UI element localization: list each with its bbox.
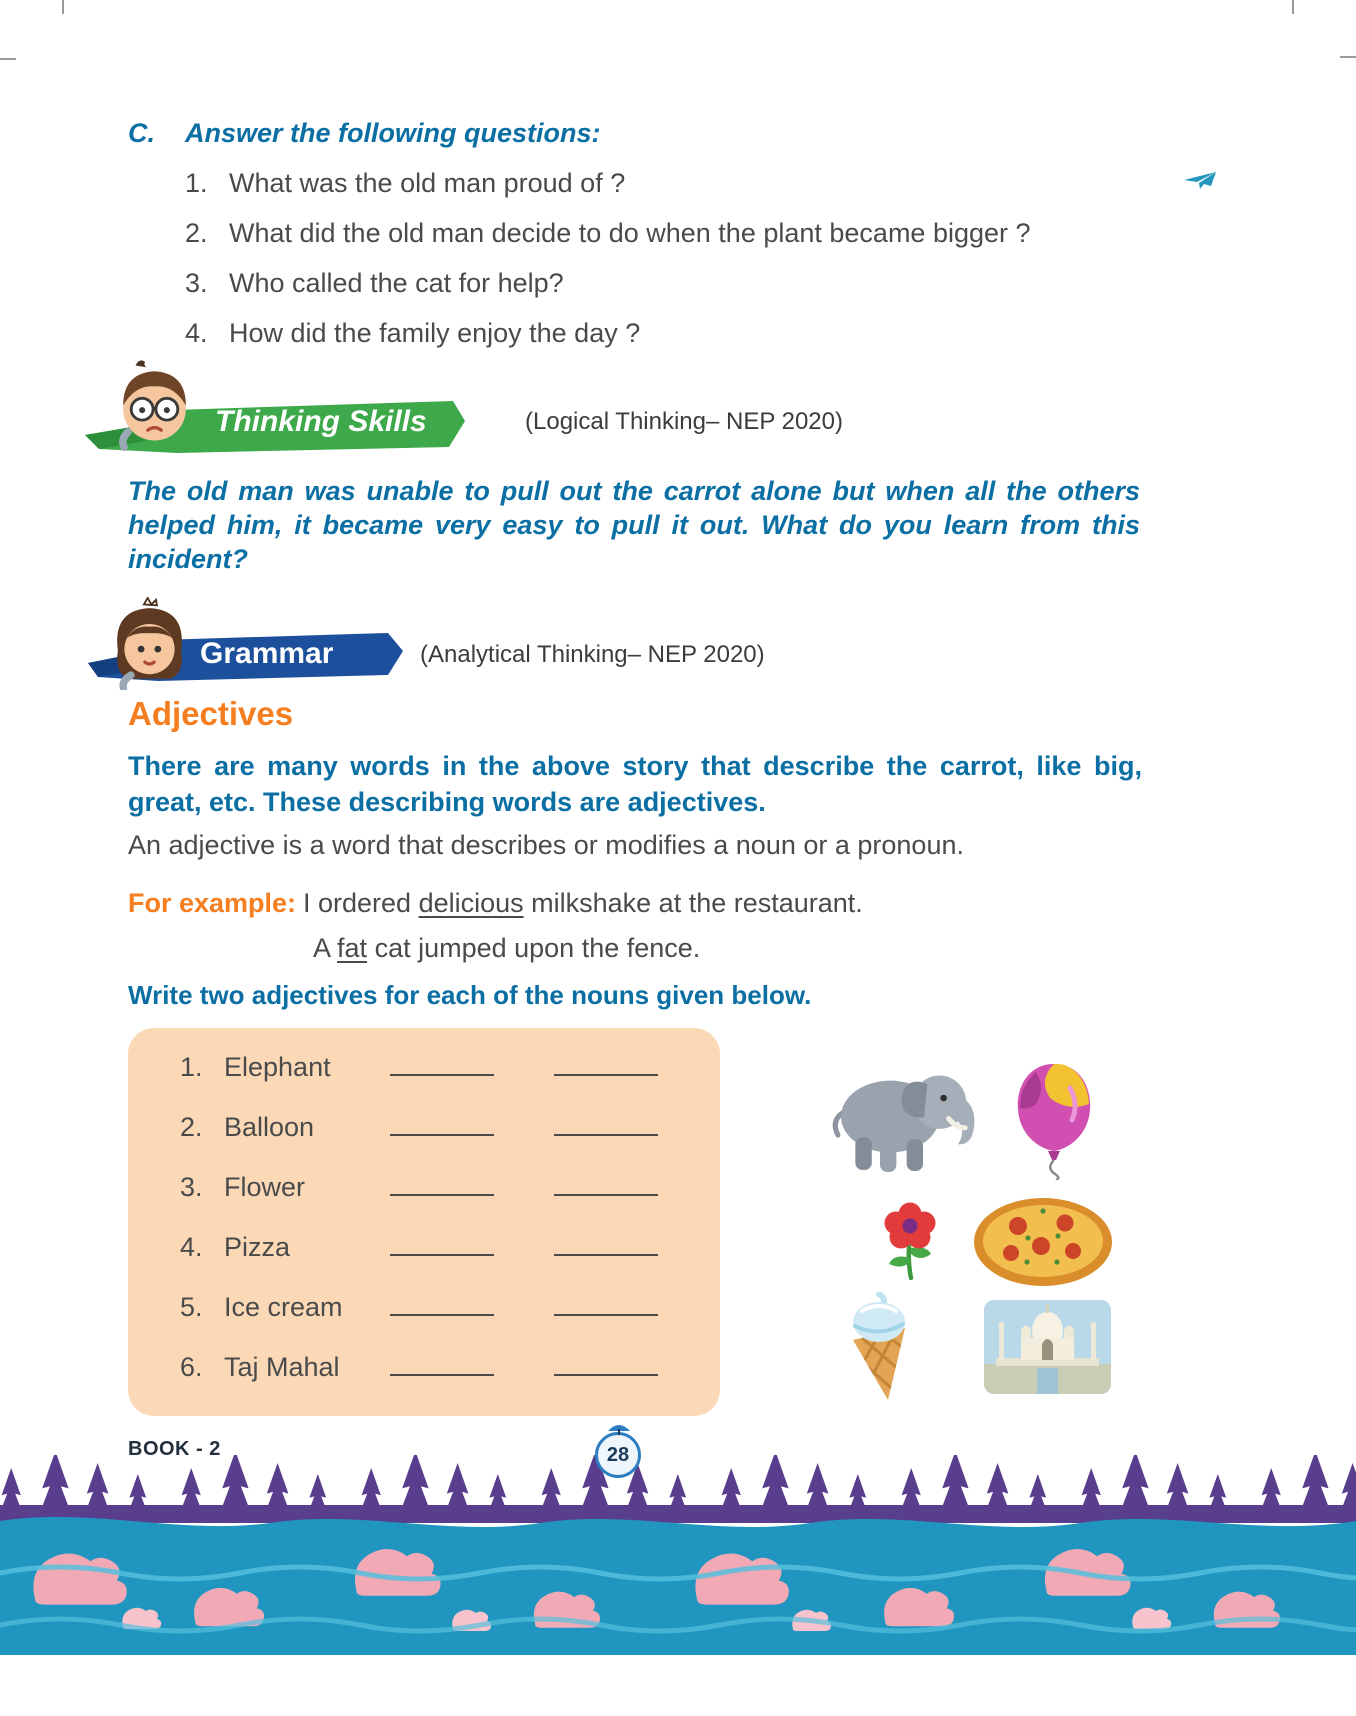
underlined-adjective: delicious: [418, 888, 524, 918]
crop-mark: [62, 0, 64, 14]
book-label: BOOK - 2: [128, 1438, 221, 1460]
badge-label: Thinking Skills: [215, 405, 427, 438]
exercise-box: [128, 1028, 720, 1416]
question-text: Who called the cat for help?: [229, 268, 564, 298]
example-sentence-1: I ordered delicious milkshake at the restaurant.: [303, 888, 863, 918]
question-number: 2.: [185, 218, 208, 248]
exercise-noun: Flower: [224, 1172, 306, 1202]
pizza-image: [972, 1196, 1114, 1288]
answer-blank-2: [554, 1172, 658, 1196]
thinking-skills-question: The old man was unable to pull out the carrot alone but when all the others helped him, it became very easy to pull it out. What do you learn from this incident?: [128, 476, 1140, 574]
exercise-number: 4.: [180, 1232, 203, 1262]
exercise-noun: Balloon: [224, 1112, 315, 1142]
answer-blank-2: [554, 1232, 658, 1256]
answer-blank-2: [554, 1352, 658, 1376]
exercise-row: [180, 1052, 720, 1112]
answer-blank-1: [390, 1352, 494, 1376]
adjectives-intro: There are many words in the above story that describe the carrot, like big, great, etc. These describing words are adjectives.: [128, 751, 1142, 817]
exercise-noun: Ice cream: [224, 1292, 343, 1322]
exercise-row: [180, 1232, 720, 1292]
crop-mark: [0, 58, 16, 60]
crop-mark: [1292, 0, 1294, 14]
exercise-number: 2.: [180, 1112, 203, 1142]
question-number: 3.: [185, 268, 208, 298]
question-row: [128, 168, 1158, 199]
answer-blank-1: [390, 1112, 494, 1136]
question-text: How did the family enjoy the day ?: [229, 318, 641, 348]
answer-blank-2: [554, 1052, 658, 1076]
flower-image: [874, 1196, 946, 1280]
section-title: Answer the following questions:: [185, 118, 601, 148]
nep-tag: (Analytical Thinking– NEP 2020): [420, 641, 765, 668]
balloon-image: [1006, 1058, 1102, 1180]
exercise-row: [180, 1352, 720, 1412]
exercise-number: 3.: [180, 1172, 203, 1202]
umbrella-icon: [606, 1419, 632, 1435]
exercise-number: 5.: [180, 1292, 203, 1322]
answer-blank-1: [390, 1232, 494, 1256]
answer-blank-2: [554, 1112, 658, 1136]
nep-tag: (Logical Thinking– NEP 2020): [525, 408, 843, 435]
answer-blank-1: [390, 1172, 494, 1196]
exercise-row: [180, 1112, 720, 1172]
example-block: [128, 888, 863, 964]
answer-blank-1: [390, 1292, 494, 1316]
girl-avatar-icon: [103, 597, 196, 693]
badge-label: Grammar: [200, 637, 334, 670]
elephant-image: [818, 1055, 983, 1173]
adjectives-heading: Adjectives: [128, 695, 294, 732]
page-number-badge: 28: [595, 1432, 641, 1478]
exercise-number: 6.: [180, 1352, 203, 1382]
question-row: [128, 218, 1158, 249]
section-c: [128, 118, 1158, 349]
section-label: C.: [128, 118, 155, 148]
exercise-row: [180, 1172, 720, 1232]
exercise-noun: Elephant: [224, 1052, 331, 1082]
example-label: For example:: [128, 888, 297, 918]
ice-cream-image: [836, 1292, 922, 1404]
question-text: What was the old man proud of ?: [229, 168, 626, 198]
adjective-definition: An adjective is a word that describes or modifies a noun or a pronoun.: [128, 830, 964, 860]
grammar-banner: [88, 595, 1188, 699]
exercise-instruction: Write two adjectives for each of the nouns given below.: [128, 980, 812, 1010]
example-sentence-2: A fat cat jumped upon the fence.: [313, 933, 701, 963]
exercise-number: 1.: [180, 1052, 203, 1082]
paper-plane-icon: [1184, 170, 1216, 190]
underlined-adjective: fat: [337, 933, 368, 963]
question-row: [128, 318, 1158, 349]
question-number: 4.: [185, 318, 208, 348]
answer-blank-1: [390, 1052, 494, 1076]
answer-blank-2: [554, 1292, 658, 1316]
boy-avatar-icon: [107, 356, 202, 454]
thinking-skills-banner: [85, 356, 1185, 460]
exercise-row: [180, 1292, 720, 1352]
question-text: What did the old man decide to do when the plant became bigger ?: [229, 218, 1031, 248]
footer-decoration: [0, 1455, 1356, 1716]
question-row: [128, 268, 1158, 299]
question-number: 1.: [185, 168, 208, 198]
taj-mahal-image: [984, 1300, 1111, 1394]
exercise-noun: Taj Mahal: [224, 1352, 340, 1382]
exercise-noun: Pizza: [224, 1232, 291, 1262]
crop-mark: [1340, 56, 1356, 58]
